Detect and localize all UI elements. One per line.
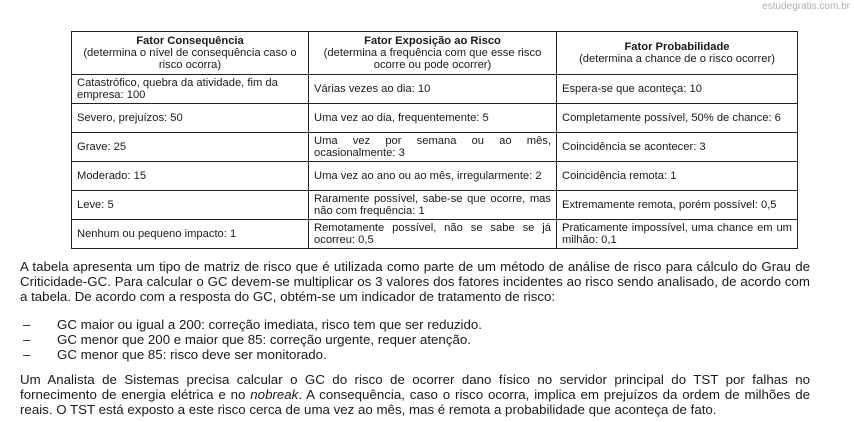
table-cell: Moderado: 15 [72,162,309,191]
list-item [20,317,810,332]
scenario-text-end: . A consequência, caso o risco ocorra, implica em prejuízos da ordem de milhões de reais. O TST está exposto a este risco cerca de uma vez ao mês, mas é remota a probabilidade que aconteça de fato. [20,387,810,417]
table-cell: Uma vez ao ano ou ao mês, irregularmente: 2 [309,162,557,191]
header-probability [557,32,798,75]
scenario-italic-term: nobreak [250,387,299,402]
table-cell: Uma vez por semana ou ao mês, ocasionalmente: 3 [309,133,557,162]
table-cell: Leve: 5 [72,191,309,220]
header-exposure-desc: (determina a frequência com que esse risco ocorre ou pode ocorrer) [323,46,542,71]
list-dash: – [23,317,31,332]
header-exposure [309,32,557,75]
site-watermark: estudegratis.com.br [762,1,850,12]
table-cell: Raramente possível, sabe-se que ocorre, mas não com frequência: 1 [309,191,557,220]
treatment-indicator-list [20,317,810,362]
scenario-text-start: Um Analista de Sistemas precisa calcular o GC do risco de ocorrer dano físico no servidor principal do TST por falhas no fornecimento de energia elétrica e no [20,372,810,402]
header-consequence-desc: (determina o nível de consequência caso o risco ocorra) [83,46,297,71]
header-probability-name: Fator Probabilidade [624,40,730,53]
table-cell: Severo, prejuízos: 50 [72,104,309,133]
table-cell: Catastrófico, quebra da atividade, fim da empresa: 100 [72,75,309,104]
table-cell: Uma vez ao dia, frequentemente: 5 [309,104,557,133]
table-row [72,133,798,162]
table-cell: Completamente possível, 50% de chance: 6 [557,104,798,133]
header-consequence-name: Fator Consequência [136,34,244,47]
table-cell: Nenhum ou pequeno impacto: 1 [72,220,309,249]
table-row [72,191,798,220]
list-item [20,332,810,347]
table-row [72,220,798,249]
list-item [20,347,810,362]
header-exposure-name: Fator Exposição ao Risco [364,34,501,47]
table-row [72,75,798,104]
table-header-row [72,32,798,75]
list-item-text: GC menor que 200 e maior que 85: correção urgente, requer atenção. [57,332,471,347]
table-cell: Praticamente impossível, uma chance em um milhão: 0,1 [557,220,798,249]
header-consequence [72,32,309,75]
list-dash: – [23,332,31,347]
list-item-text: GC maior ou igual a 200: correção imediata, risco tem que ser reduzido. [57,317,482,332]
table-cell: Coincidência remota: 1 [557,162,798,191]
list-item-text: GC menor que 85: risco deve ser monitorado. [57,347,327,362]
table-cell: Espera-se que aconteça: 10 [557,75,798,104]
table-row [72,162,798,191]
header-probability-desc: (determina a chance de o risco ocorrer) [579,52,775,65]
table-cell: Coincidência se acontecer: 3 [557,133,798,162]
scenario-paragraph [20,372,810,417]
intro-paragraph: A tabela apresenta um tipo de matriz de risco que é utilizada como parte de um método de análise de risco para cálculo do Grau de Criticidade-GC. Para calcular o GC devem-se multiplicar os 3 valores dos fatores incidentes ao risco sendo analisado, de acordo com a tabela. De acordo com a resposta do GC, obtém-se um indicador de tratamento de risco: [20,259,810,304]
table-cell: Grave: 25 [72,133,309,162]
table-cell: Várias vezes ao dia: 10 [309,75,557,104]
table-cell: Remotamente possível, não se sabe se já ocorreu: 0,5 [309,220,557,249]
risk-matrix-table [71,31,798,249]
table-cell: Extremamente remota, porém possível: 0,5 [557,191,798,220]
list-dash: – [23,347,31,362]
table-row [72,104,798,133]
